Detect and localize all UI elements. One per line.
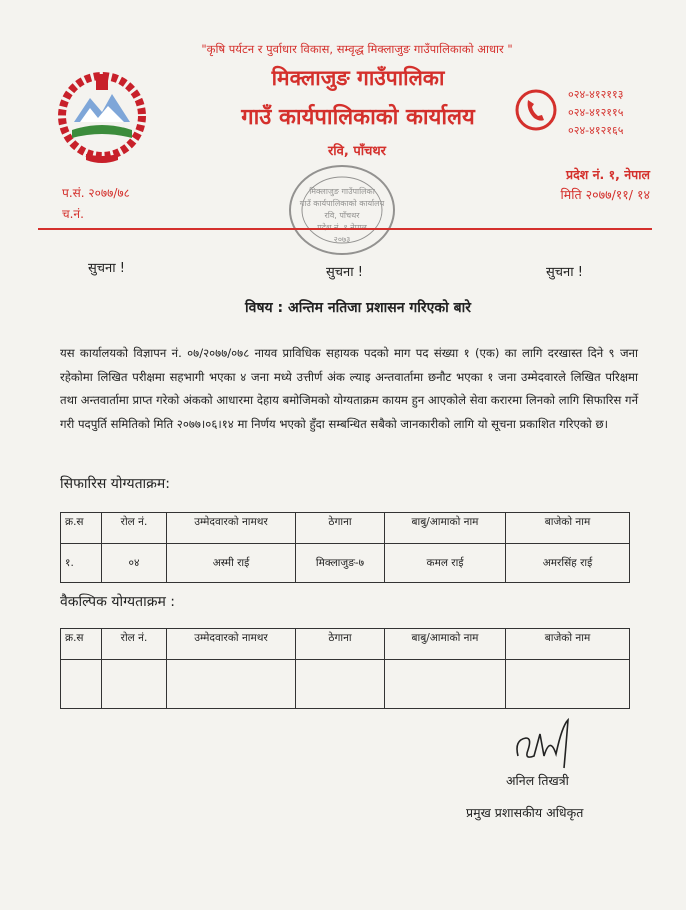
reference-number: प.सं. २०७७/७८ [62, 186, 130, 200]
recommended-heading: सिफारिस योग्यताक्रम: [60, 476, 171, 492]
letter-date: मिति २०७७/११/ १४ [560, 187, 650, 202]
phone-number: ०२४-४१२११५ [568, 106, 624, 119]
subject-line: विषय : अन्तिम नतिजा प्रशासन गरिएको बारे [245, 300, 471, 316]
table-cell [102, 660, 167, 709]
table-cell: अस्मी राई [167, 544, 296, 583]
table-cell [296, 660, 385, 709]
table-row [61, 660, 630, 709]
signature-icon [510, 716, 580, 776]
column-header: क्र.स [61, 513, 102, 544]
recommended-table [60, 512, 630, 583]
table-cell: कमल राई [385, 544, 506, 583]
dispatch-number: च.नं. [62, 207, 84, 221]
table-cell [61, 660, 102, 709]
table-header-row [61, 629, 630, 660]
slogan: "कृषि पर्यटन र पुर्वाधार विकास, सम्वृद्ध मिक्लाजुङ गाउँपालिकाको आधार " [201, 42, 513, 56]
column-header: रोल नं. [102, 629, 167, 660]
stamp-line [317, 222, 367, 232]
column-header: ठेगाना [296, 629, 385, 660]
table-cell: मिक्लाजुङ-७ [296, 544, 385, 583]
table-cell: ०४ [102, 544, 167, 583]
column-header: रोल नं. [102, 513, 167, 544]
stamp-line: गाउँ कार्यपालिकाको कार्यालय [299, 199, 385, 208]
table-row [61, 544, 630, 583]
phone-number: ०२४-४१२१६५ [568, 124, 624, 137]
table-header-row [61, 513, 630, 544]
stamp-line: रवि, पाँचथर [324, 211, 360, 220]
column-header: ठेगाना [296, 513, 385, 544]
office-address: रवि, पाँचथर [327, 144, 386, 159]
signatory-name: अनिल तिखत्री [506, 773, 569, 788]
alternative-heading: वैकल्पिक योग्यताक्रम : [60, 594, 176, 610]
column-header: बाबु/आमाको नाम [385, 629, 506, 660]
alternative-table [60, 628, 630, 709]
table-cell: अमरसिंह राई [506, 544, 630, 583]
phone-icon [514, 88, 558, 132]
column-header: क्र.स [61, 629, 102, 660]
table-cell [167, 660, 296, 709]
province-label: प्रदेश नं. १, नेपाल [566, 167, 650, 182]
phone-number: ०२४-४१२११३ [568, 88, 624, 101]
column-header: बाजेको नाम [506, 629, 630, 660]
header-divider [38, 228, 652, 230]
stamp-line: २०७३ [333, 235, 351, 244]
office-name: गाउँ कार्यपालिकाको कार्यालय [241, 105, 475, 130]
column-header: बाबु/आमाको नाम [385, 513, 506, 544]
stamp-line: मिक्लाजुङ गाउँपालिका [309, 187, 375, 196]
column-header: उम्मेदवारको नामथर [167, 629, 296, 660]
notice-label: सुचना ! [546, 265, 583, 280]
notice-body: यस कार्यालयको विज्ञापन नं. ०७/२०७७/०७८ नायव प्राविधिक सहायक पदको माग पद संख्या १ (एक) का लागि दरखास्त दिने ९ जना रहेकोमा लिखित परीक्षमा सहभागी भएका ४ जना मध्ये उत्तीर्ण अंक ल्याइ अन्तवार्तामा छनौट भएका १ जना उम्मेदवारले लिखित परिक्षमा तथा अन्तवार्तामा प्राप्त गरेको अंकको आधारमा देहाय बमोजिमको योग्यताक्रम कायम हुन आएकोले सेवा करारमा लिनको लागि सिफारिस गर्ने गरी पदपुर्ति समितिको मिति २०७७।०६।१४ मा निर्णय भएको हुँदा सम्बन्धित सबैको जानकारीको लागि यो सूचना प्रकाशित गरिएको छ। [60, 346, 638, 431]
phone-numbers [568, 86, 623, 140]
office-stamp-icon [282, 160, 402, 260]
table-cell: १. [61, 544, 102, 583]
table-cell [385, 660, 506, 709]
signatory-designation: प्रमुख प्रशासकीय अधिकृत [466, 805, 584, 820]
column-header: उम्मेदवारको नामथर [167, 513, 296, 544]
municipality-name: मिक्लाजुङ गाउँपालिका [271, 66, 445, 90]
column-header: बाजेको नाम [506, 513, 630, 544]
notice-label: सुचना ! [326, 265, 363, 280]
table-cell [506, 660, 630, 709]
notice-label: सुचना ! [88, 261, 125, 276]
